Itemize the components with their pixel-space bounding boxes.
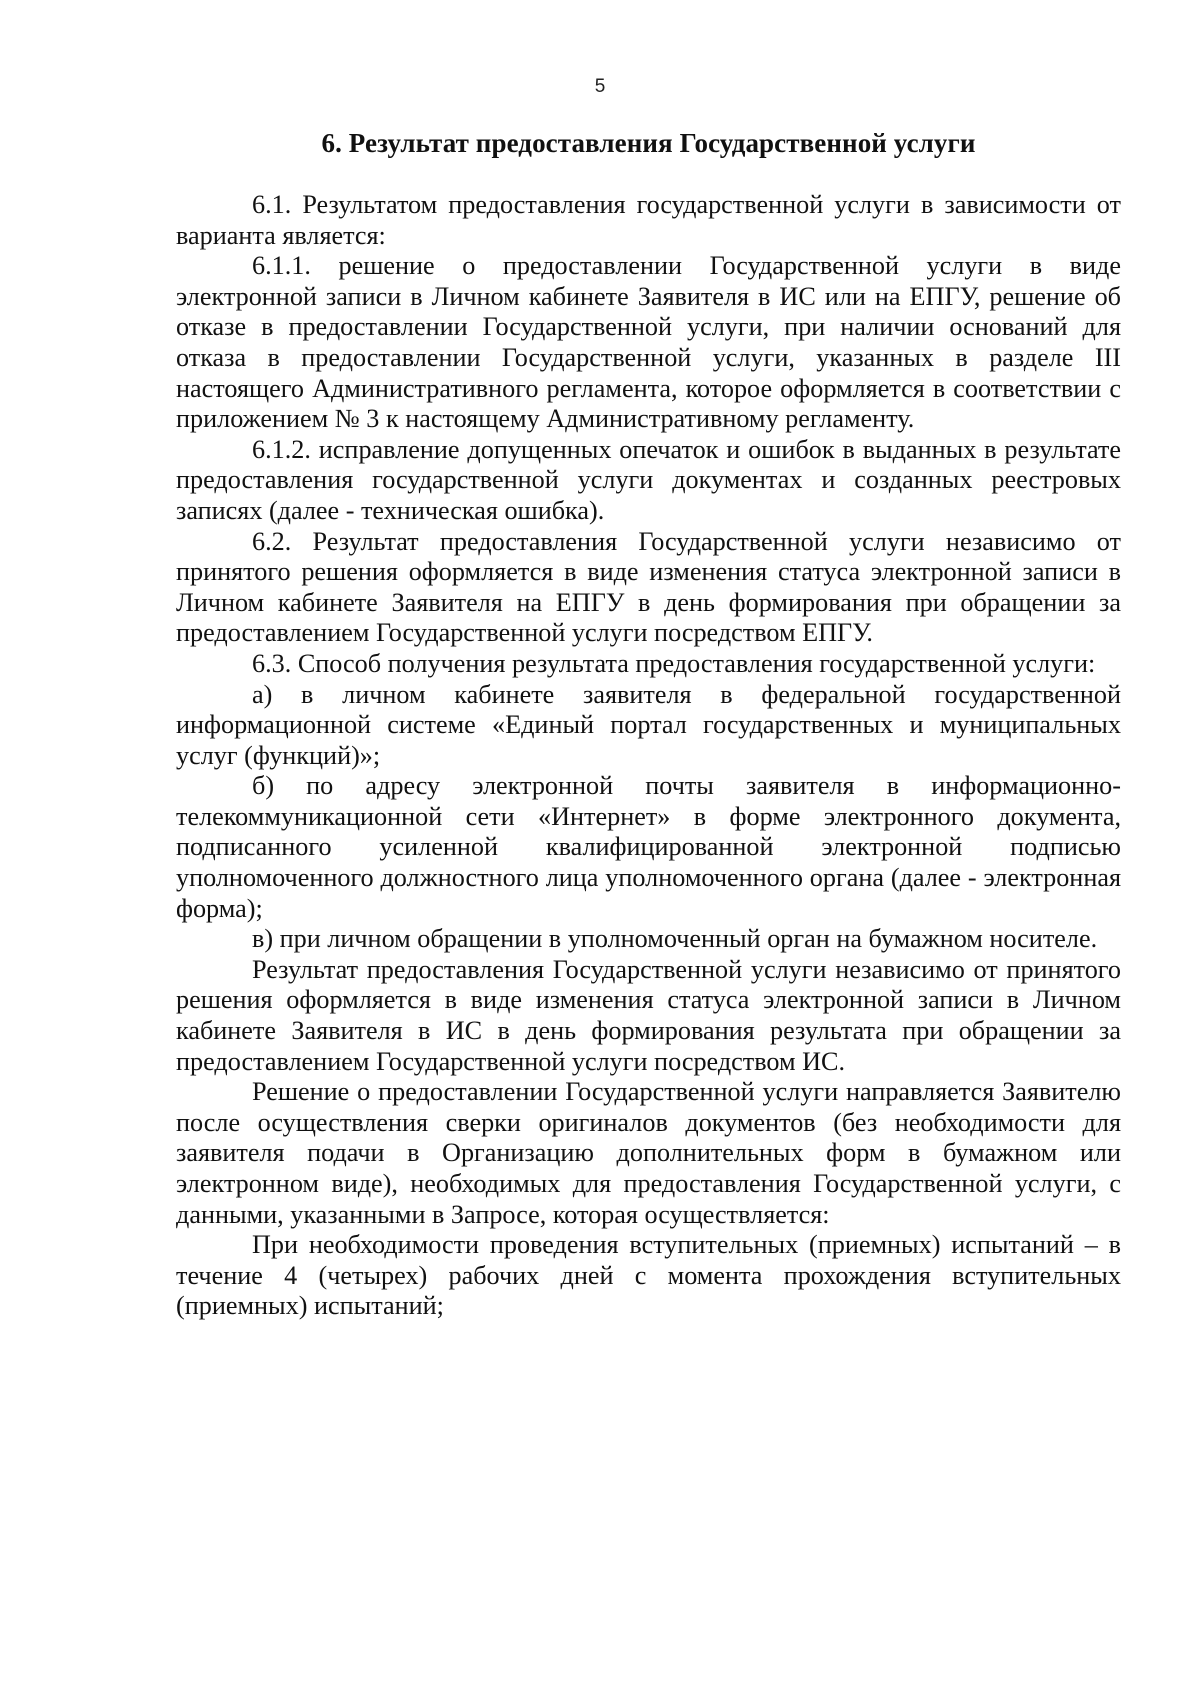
paragraph-6-1-1: 6.1.1. решение о предоставлении Государственной услуги в виде электронной записи в Личном кабинете Заявителя в ИС или на ЕПГУ, решение об отказе в предоставлении Государственной услуги, при наличии оснований для отказа в предоставлении Государственной услуги, указанных в разделе III настоящего Административного регламента, которое оформляется в соответствии с приложением № 3 к настоящему Административному регламенту. (176, 251, 1121, 434)
document-body (176, 190, 1121, 1322)
paragraph-exams: При необходимости проведения вступительных (приемных) испытаний – в течение 4 (четырех) рабочих дней с момента прохождения вступительных (приемных) испытаний; (176, 1230, 1121, 1321)
list-item-v: в) при личном обращении в уполномоченный орган на бумажном носителе. (252, 924, 1098, 954)
paragraph-6-3: 6.3. Способ получения результата предоставления государственной услуги: (252, 648, 1096, 678)
section-title: 6. Результат предоставления Государственной услуги (321, 128, 976, 158)
page-number: 5 (594, 76, 606, 97)
paragraph-6-2: 6.2. Результат предоставления Государственной услуги независимо от принятого решения оформляется в виде изменения статуса электронной записи в Личном кабинете Заявителя на ЕПГУ в день формирования при обращении за предоставлением Государственной услуги посредством ЕПГУ. (176, 526, 1121, 648)
paragraph-6-1: 6.1. Результатом предоставления государственной услуги в зависимости от варианта является: (176, 190, 1121, 250)
list-item-a: а) в личном кабинете заявителя в федеральной государственной информационной системе «Единый портал государственных и муниципальных услуг (функций)»; (176, 679, 1121, 770)
paragraph-6-1-2: 6.1.2. исправление допущенных опечаток и ошибок в выданных в результате предоставления государственной услуги документах и созданных реестровых записях (далее - техническая ошибка). (176, 434, 1121, 525)
paragraph-decision: Решение о предоставлении Государственной услуги направляется Заявителю после осуществления сверки оригиналов документов (без необходимости для заявителя подачи в Организацию дополнительных форм в бумажном или электронном виде), необходимых для предоставления Государственной услуги, с данными, указанными в Запросе, которая осуществляется: (176, 1077, 1121, 1229)
paragraph-result-is: Результат предоставления Государственной услуги независимо от принятого решения оформляется в виде изменения статуса электронной записи в Личном кабинете Заявителя в ИС в день формирования результата при обращении за предоставлением Государственной услуги посредством ИС. (176, 954, 1121, 1076)
list-item-b: б) по адресу электронной почты заявителя в информационно-телекоммуникационной сети «Интернет» в форме электронного документа, подписанного усиленной квалифицированной электронной подписью уполномоченного должностного лица уполномоченного органа (далее - электронная форма); (176, 771, 1121, 923)
